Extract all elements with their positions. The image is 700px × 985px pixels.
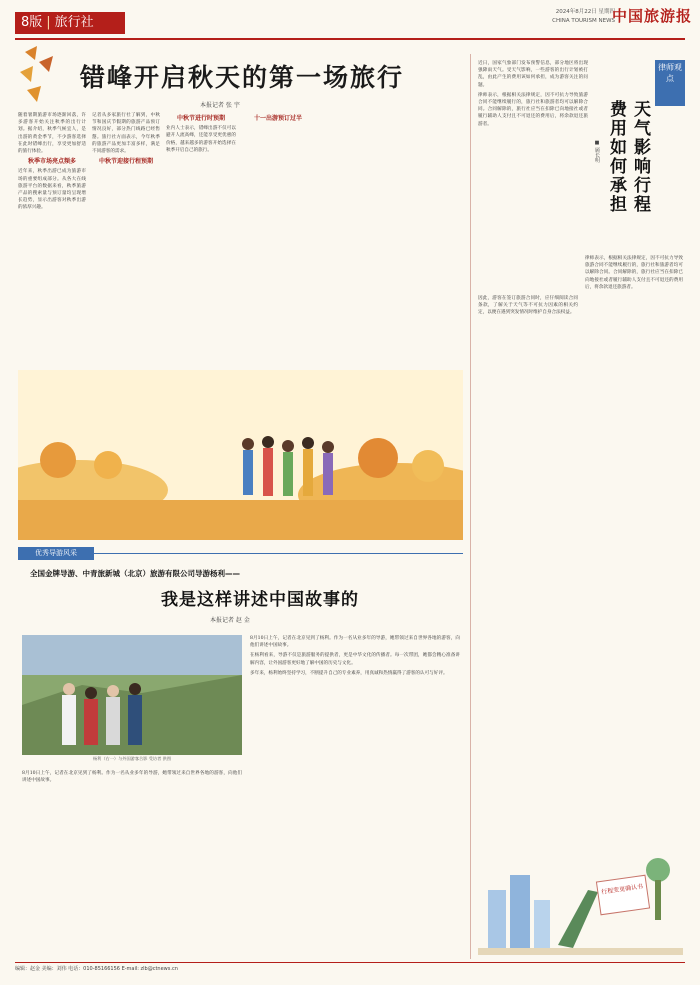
subhead: 秋季市场亮点频多 xyxy=(27,158,76,166)
section-sep: | xyxy=(46,15,51,30)
article-paragraph: 8月10日上午，记者在北京见到了杨利。作为一名从业多年的导游，她带领过来自世界各地的游客，向他们讲述中国故事。 xyxy=(250,636,460,649)
right-article-body-left xyxy=(478,295,578,845)
article-paragraph: 业内人士表示，错峰出游不仅可以避开人流高峰，还能享受更优惠的价格，越来越多的游客开始选择在秋季开启自己的旅行。 xyxy=(166,126,236,153)
article-paragraph: 随着暑期旅游市场逐渐回落，许多游客开始关注秋季的出行计划。据介绍，秋季气候宜人，是出游的黄金季节，不少游客选择在此时错峰出行，享受更加舒适的旅行体验。 xyxy=(18,113,86,155)
article-column-3 xyxy=(166,112,236,362)
article-column-2 xyxy=(92,112,160,362)
article-paragraph: 近日，国家气象部门发布预警信息，部分地区将出现强降雨天气。受天气影响，一些游客的出行计划被打乱，由此产生的费用该如何承担，成为游客关注的问题。 xyxy=(478,61,588,88)
article-title-guide: 我是这样讲述中国故事的 xyxy=(161,590,359,610)
guide-article-body xyxy=(250,635,460,955)
subhead: 中秋节进行时预期 xyxy=(176,115,225,122)
footer-rule xyxy=(15,962,685,963)
section-tag-lawyer: 律师观点 xyxy=(655,60,685,106)
paper-english-name: CHINA TOURISM NEWS xyxy=(552,18,615,24)
right-article-body-right xyxy=(585,255,683,845)
article-title: 错峰开启秋天的第一场旅行 xyxy=(80,63,405,92)
section-number: 8版 xyxy=(21,15,43,30)
issue-info xyxy=(525,8,615,26)
header-rule xyxy=(15,38,685,40)
issue-date: 2024年8月22日 星期四 xyxy=(555,9,615,15)
article-paragraph: 8月10日上午，记者在北京见到了杨利。作为一名从业多年的导游，她带领过来自世界各地的游客，向他们讲述中国故事。 xyxy=(22,771,242,784)
article-paragraph: 因此，游客在签订旅游合同时，应仔细阅读合同条款，了解关于天气等不可抗力因素的相关约定，以便在遇到突发情况时维护自身合法权益。 xyxy=(478,296,578,316)
autumn-leaves-icon xyxy=(15,42,75,112)
group-photo xyxy=(22,635,242,755)
article-column-1 xyxy=(18,112,86,362)
article-paragraph: 记者从多家旅行社了解到，中秋节和国庆节假期的旅游产品预订情况良好，部分热门线路已经售罄。旅行社方面表示，今年秋季的旅游产品更加丰富多样，满足不同游客的需求。 xyxy=(92,113,160,155)
right-article-title-line-2: 费用如何承担 xyxy=(606,100,626,214)
right-article-title-line-1: 天气影响行程 xyxy=(630,100,650,214)
autumn-travel-illustration xyxy=(18,370,463,540)
subhead: 中秋节迎接行程预期 xyxy=(98,158,153,166)
article-column-4 xyxy=(242,112,314,362)
article-kicker: 全国金牌导游、中青旅新城（北京）旅游有限公司导游杨利—— xyxy=(30,569,240,578)
footer-credits: 编辑：赵金 美编：刘伟 电话：010-85166156 E-mail: zlb@ctnews.cn xyxy=(15,966,178,972)
section-name: 旅行社 xyxy=(54,15,94,30)
article-paragraph: 近年来，秋季出游已成为旅游市场的重要组成部分。从各大在线旅游平台的数据来看，秋季旅游产品的搜索量与预订量均呈现增长趋势，显示出游客对秋季出游的浓厚兴趣。 xyxy=(18,169,86,211)
section-tag-guides: 优秀导游风采 xyxy=(18,547,94,560)
itinerary-change-illustration xyxy=(478,850,683,955)
right-article-body-top xyxy=(478,60,588,290)
article-paragraph: 在杨利看来，导游不仅是旅游服务的提供者，更是中华文化的传播者。每一次带团，她都会精心准备讲解内容，让外国游客更好地了解中国的历史与文化。 xyxy=(250,653,460,666)
itinerary-change-document: 行程变更确认书 xyxy=(596,875,650,916)
right-article-byline: ■ 顾长明 xyxy=(594,140,600,163)
subhead: 十一出游预订过半 xyxy=(253,115,302,122)
article-paragraph: 律师表示，根据相关法律规定，因不可抗力导致旅游合同不能继续履行的，旅行社和旅游者均可以解除合同。合同解除的，旅行社应当在扣除已向地接社或者履行辅助人支付且不可退还的费用后，将余款退还旅游者。 xyxy=(478,92,588,127)
article-byline: 本报记者 张 宇 xyxy=(200,102,240,109)
section-tag xyxy=(15,12,125,34)
section-rule xyxy=(94,553,463,554)
newspaper-logo: 中国旅游报 xyxy=(612,7,693,25)
article-paragraph: 多年来，杨利始终坚持学习，不断提升自己的专业素养，用真诚和热情赢得了游客的认可与好评。 xyxy=(250,670,448,676)
article-byline-guide: 本报记者 赵 金 xyxy=(210,617,250,624)
guide-article-body-lower xyxy=(22,770,242,955)
photo-caption: 杨利（右一）与外国游客合影 受访者 供图 xyxy=(92,756,172,761)
article-paragraph: 律师表示，根据相关法律规定，因不可抗力导致旅游合同不能继续履行的，旅行社和旅游者均可以解除合同。合同解除的，旅行社应当在扣除已向地接社或者履行辅助人支付且不可退还的费用后，将余款退还旅游者。 xyxy=(585,256,683,290)
